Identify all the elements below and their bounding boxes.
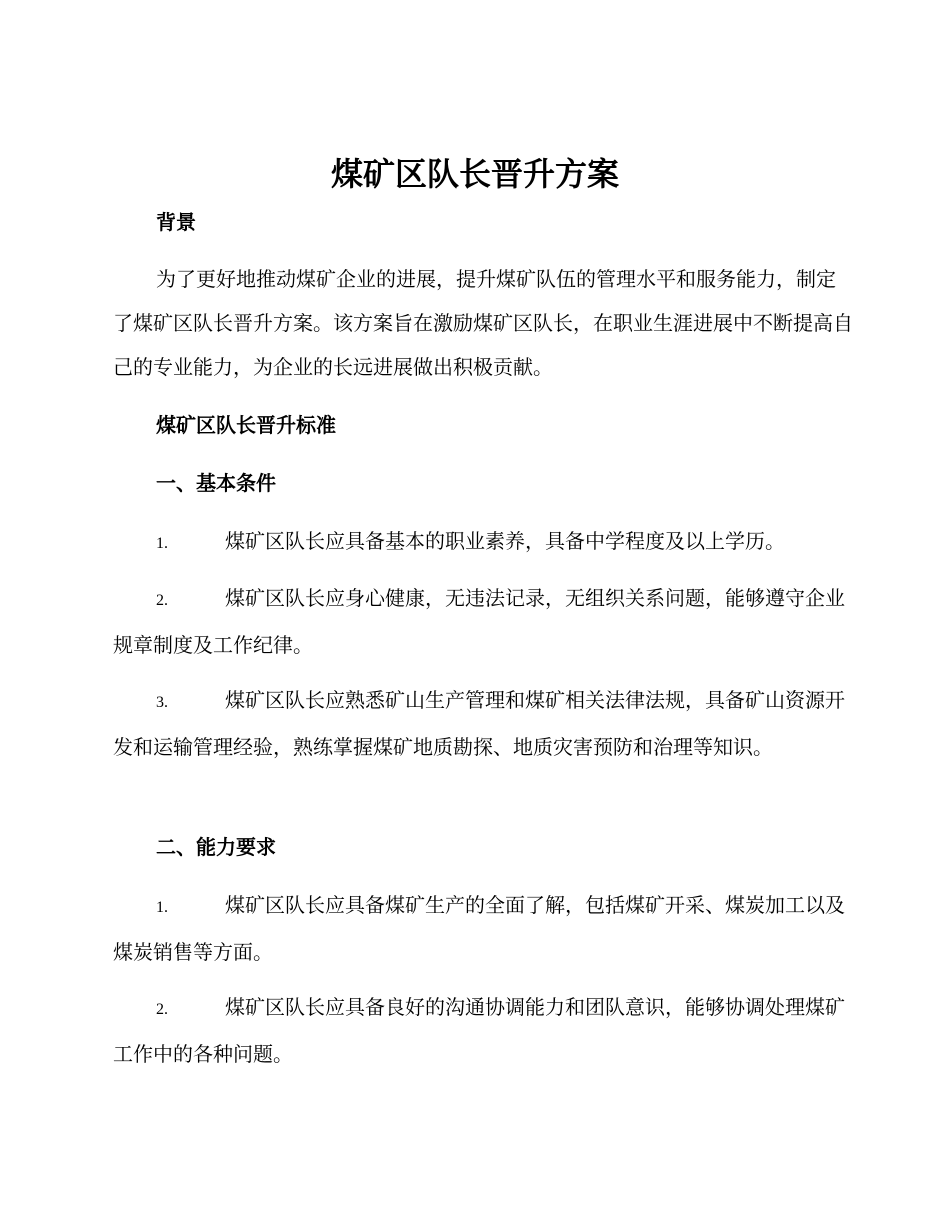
background-heading: 背景 — [156, 210, 196, 234]
list-number: 2. — [156, 1001, 168, 1018]
list-item-text: 煤矿区队长应具备煤矿生产的全面了解，包括煤矿开采、煤炭加工以及煤炭销售等方面。 — [113, 893, 845, 964]
list-item-text: 煤矿区队长应具备基本的职业素养，具备中学程度及以上学历。 — [225, 529, 785, 553]
list-number: 1. — [156, 899, 168, 916]
background-paragraph: 为了更好地推动煤矿企业的进展，提升煤矿队伍的管理水平和服务能力，制定了煤矿区队长晋升方案。该方案旨在激励煤矿区队长，在职业生涯进展中不断提高自己的专业能力，为企业的长远进展做出积极贡献。 — [113, 267, 853, 379]
ability-item-1 — [113, 883, 853, 974]
basic-conditions-heading: 一、基本条件 — [156, 471, 276, 495]
ability-item-2 — [113, 985, 853, 1076]
basic-item-2 — [113, 576, 853, 667]
list-item-text: 煤矿区队长应熟悉矿山生产管理和煤矿相关法律法规，具备矿山资源开发和运输管理经验，熟练掌握煤矿地质勘探、地质灾害预防和治理等知识。 — [113, 688, 845, 759]
list-number: 3. — [156, 694, 168, 711]
standards-heading: 煤矿区队长晋升标准 — [156, 413, 336, 437]
list-item-text: 煤矿区队长应具备良好的沟通协调能力和团队意识，能够协调处理煤矿工作中的各种问题。 — [113, 995, 845, 1066]
list-number: 2. — [156, 592, 168, 609]
list-item-text: 煤矿区队长应身心健康，无违法记录，无组织关系问题，能够遵守企业规章制度及工作纪律。 — [113, 586, 845, 657]
list-number: 1. — [156, 535, 168, 552]
basic-item-3 — [113, 678, 853, 769]
ability-requirements-heading: 二、能力要求 — [156, 835, 276, 859]
basic-item-1 — [113, 519, 853, 566]
document-title: 煤矿区队长晋升方案 — [330, 155, 619, 193]
